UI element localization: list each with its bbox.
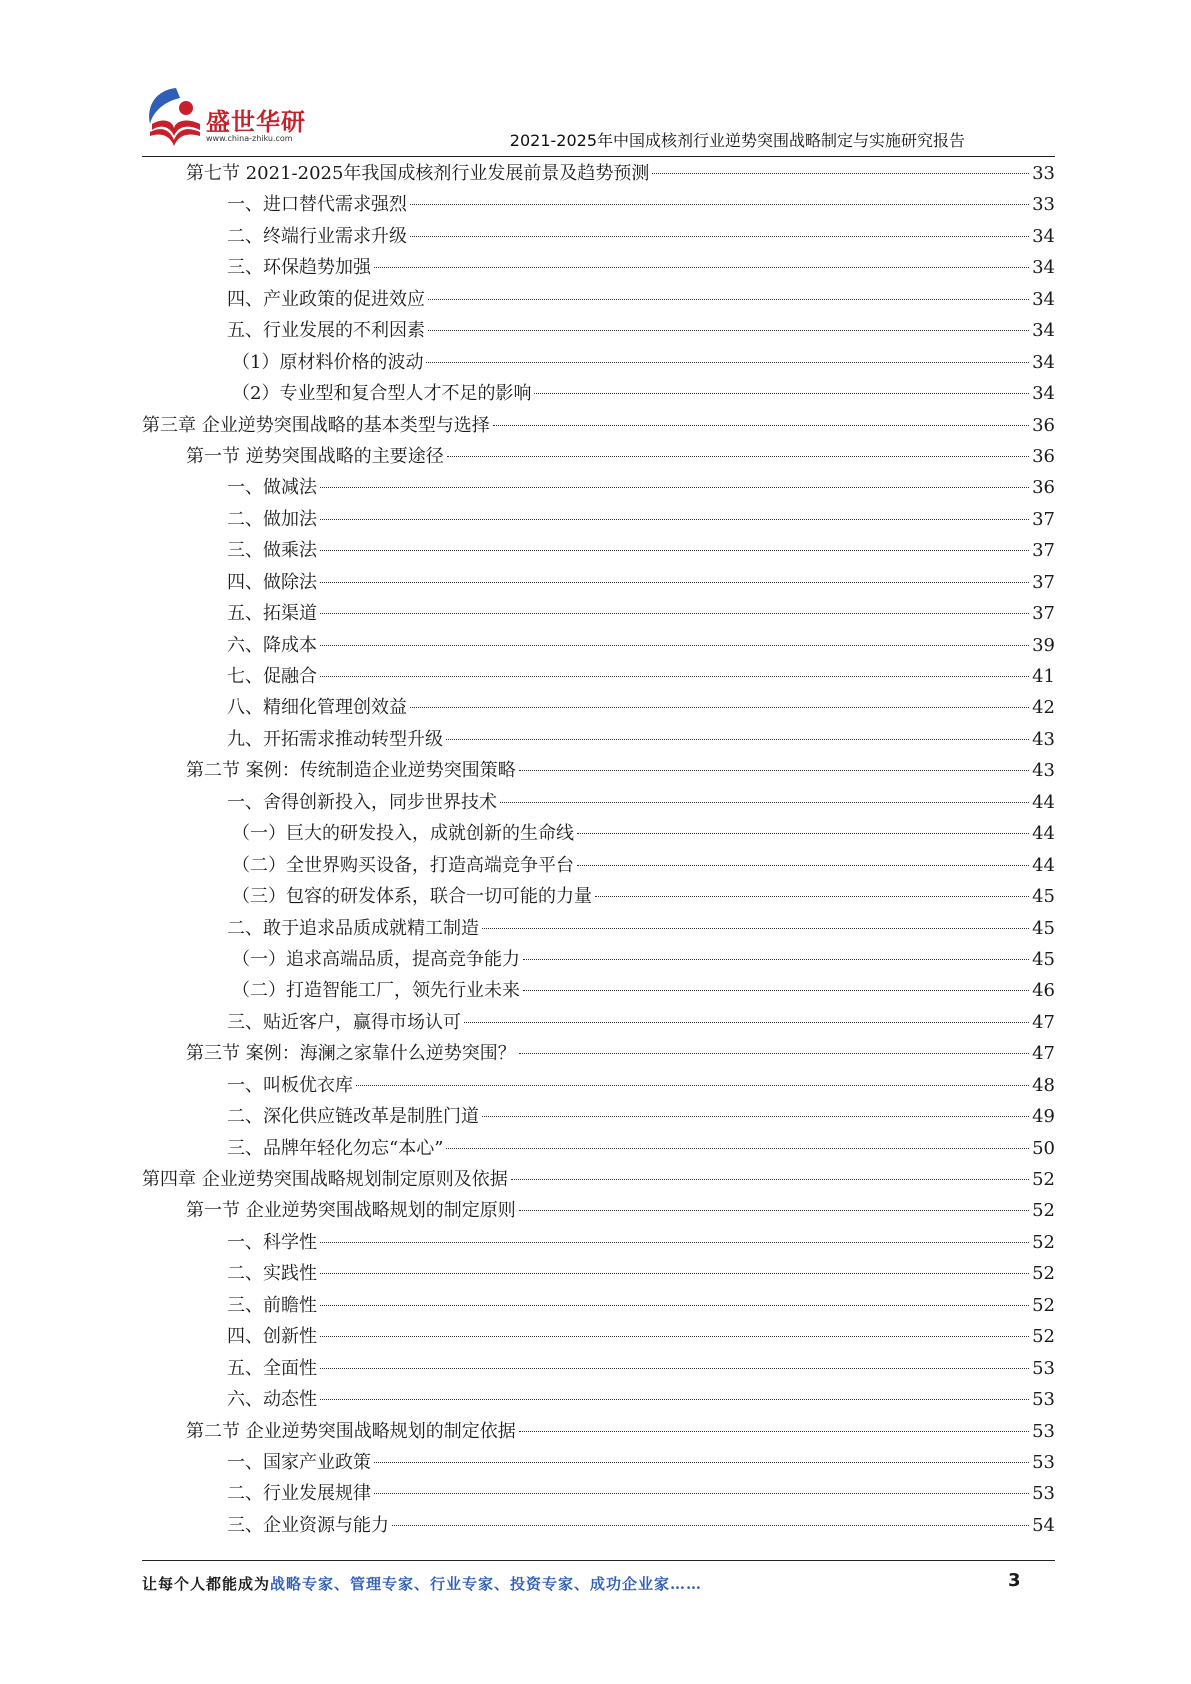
toc-entry[interactable]: [142, 944, 1055, 975]
toc-entry[interactable]: [142, 1038, 1055, 1069]
toc-entry[interactable]: [142, 189, 1055, 220]
toc-leader-dots: [511, 1179, 1029, 1180]
logo-url: www.china-zhiku.com: [206, 134, 293, 143]
toc-entry[interactable]: [142, 158, 1055, 189]
toc-leader-dots: [500, 802, 1029, 803]
toc-entry-title: 一、科学性: [227, 1231, 317, 1253]
toc-entry-title: 第二节 案例：传统制造企业逆势突围策略: [186, 760, 516, 782]
toc-leader-dots: [519, 1053, 1029, 1054]
toc-entry-page: 34: [1032, 288, 1055, 310]
toc-entry-title: 三、前瞻性: [227, 1294, 317, 1316]
toc-leader-dots: [482, 928, 1029, 929]
toc-leader-dots: [577, 865, 1029, 866]
toc-leader-dots: [595, 896, 1029, 897]
toc-entry-title: 六、降成本: [227, 634, 317, 656]
toc-entry[interactable]: [142, 787, 1055, 818]
toc-entry[interactable]: [142, 315, 1055, 346]
toc-entry[interactable]: [142, 755, 1055, 786]
toc-entry[interactable]: [142, 661, 1055, 692]
toc-entry[interactable]: [142, 1447, 1055, 1478]
page-number: 3: [1008, 1570, 1021, 1591]
toc-entry-page: 36: [1032, 477, 1055, 499]
toc-entry-title: （二）打造智能工厂，领先行业未来: [232, 980, 520, 1002]
toc-entry-page: 52: [1032, 1326, 1055, 1348]
toc-entry[interactable]: [142, 1133, 1055, 1164]
toc-entry[interactable]: [142, 1416, 1055, 1447]
toc-leader-dots: [320, 1305, 1029, 1306]
toc-entry-title: 第一节 企业逆势突围战略规划的制定原则: [186, 1200, 516, 1222]
toc-entry[interactable]: [142, 881, 1055, 912]
toc-entry[interactable]: [142, 818, 1055, 849]
footer-divider: [142, 1560, 1055, 1561]
toc-entry-title: 五、行业发展的不利因素: [227, 320, 425, 342]
toc-entry-title: 二、做加法: [227, 508, 317, 530]
toc-leader-dots: [320, 1273, 1029, 1274]
toc-entry-title: 一、叫板优衣库: [227, 1074, 353, 1096]
toc-entry[interactable]: [142, 1227, 1055, 1258]
toc-entry-page: 45: [1032, 917, 1055, 939]
toc-leader-dots: [446, 739, 1029, 740]
toc-entry[interactable]: [142, 252, 1055, 283]
toc-entry[interactable]: [142, 1101, 1055, 1132]
toc-entry[interactable]: [142, 1353, 1055, 1384]
toc-leader-dots: [577, 833, 1029, 834]
toc-leader-dots: [374, 1462, 1029, 1463]
toc-leader-dots: [320, 645, 1029, 646]
toc-entry-page: 34: [1032, 225, 1055, 247]
toc-entry-title: （一）巨大的研发投入，成就创新的生命线: [232, 823, 574, 845]
toc-leader-dots: [519, 770, 1029, 771]
toc-entry[interactable]: [142, 1321, 1055, 1352]
toc-entry-title: 一、做减法: [227, 477, 317, 499]
toc-entry[interactable]: [142, 1478, 1055, 1509]
toc-entry-page: 49: [1032, 1106, 1055, 1128]
toc-leader-dots: [652, 173, 1029, 174]
toc-leader-dots: [410, 707, 1029, 708]
toc-entry[interactable]: [142, 630, 1055, 661]
toc-entry-title: 第一节 逆势突围战略的主要途径: [186, 445, 444, 467]
toc-entry-page: 52: [1032, 1231, 1055, 1253]
toc-entry-title: 三、贴近客户，赢得市场认可: [227, 1011, 461, 1033]
toc-entry-title: 二、敢于追求品质成就精工制造: [227, 917, 479, 939]
footer-slogan-prefix: 让每个人都能成为: [142, 1575, 271, 1593]
toc-entry-page: 52: [1032, 1263, 1055, 1285]
toc-entry-page: 37: [1032, 603, 1055, 625]
footer-slogan-highlight: 战略专家、管理专家、行业专家、投资专家、成功企业家……: [270, 1575, 703, 1593]
toc-entry[interactable]: [142, 692, 1055, 723]
toc-entry-page: 34: [1032, 257, 1055, 279]
toc-entry-title: 四、做除法: [227, 571, 317, 593]
toc-entry[interactable]: [142, 410, 1055, 441]
toc-entry-title: 三、品牌年轻化勿忘“本心”: [227, 1137, 444, 1159]
table-of-contents: [142, 158, 1055, 1541]
toc-entry-title: （2）专业型和复合型人才不足的影响: [232, 383, 532, 405]
toc-entry-page: 45: [1032, 948, 1055, 970]
toc-entry-title: 二、行业发展规律: [227, 1483, 371, 1505]
toc-entry-page: 54: [1032, 1514, 1055, 1536]
toc-entry[interactable]: [142, 535, 1055, 566]
toc-entry-title: 第三节 案例：海澜之家靠什么逆势突围？: [186, 1043, 516, 1065]
toc-entry-title: （三）包容的研发体系，联合一切可能的力量: [232, 886, 592, 908]
toc-leader-dots: [392, 1525, 1029, 1526]
toc-entry[interactable]: [142, 1384, 1055, 1415]
toc-entry[interactable]: [142, 284, 1055, 315]
toc-entry-title: 二、深化供应链改革是制胜门道: [227, 1106, 479, 1128]
toc-entry[interactable]: [142, 913, 1055, 944]
toc-leader-dots: [320, 550, 1029, 551]
toc-entry[interactable]: [142, 347, 1055, 378]
toc-leader-dots: [519, 1431, 1029, 1432]
toc-entry-page: 44: [1032, 791, 1055, 813]
toc-leader-dots: [410, 204, 1029, 205]
toc-entry-title: 三、企业资源与能力: [227, 1514, 389, 1536]
logo: [142, 84, 312, 152]
toc-entry-page: 46: [1032, 980, 1055, 1002]
toc-entry-page: 53: [1032, 1483, 1055, 1505]
toc-entry[interactable]: [142, 1258, 1055, 1289]
toc-entry[interactable]: [142, 1007, 1055, 1038]
footer-slogan: [142, 1573, 702, 1594]
toc-entry-title: 第四章 企业逆势突围战略规划制定原则及依据: [142, 1169, 508, 1190]
toc-entry-page: 36: [1032, 414, 1055, 436]
toc-entry-page: 37: [1032, 540, 1055, 562]
header-divider: [142, 156, 1055, 157]
toc-leader-dots: [482, 1116, 1029, 1117]
toc-entry-page: 33: [1032, 194, 1055, 216]
toc-leader-dots: [428, 330, 1029, 331]
toc-leader-dots: [374, 267, 1029, 268]
toc-entry-page: 41: [1032, 666, 1055, 687]
toc-entry-page: 42: [1032, 697, 1055, 719]
toc-entry-title: 五、全面性: [227, 1357, 317, 1379]
toc-entry-title: 第七节 2021-2025年我国成核剂行业发展前景及趋势预测: [186, 163, 650, 184]
toc-entry-page: 33: [1032, 163, 1055, 184]
toc-leader-dots: [320, 676, 1029, 677]
toc-entry[interactable]: [142, 975, 1055, 1006]
toc-entry[interactable]: [142, 1290, 1055, 1321]
toc-entry-page: 36: [1032, 445, 1055, 467]
toc-entry-page: 45: [1032, 886, 1055, 908]
toc-entry-page: 48: [1032, 1074, 1055, 1096]
toc-entry-title: 四、创新性: [227, 1326, 317, 1348]
toc-leader-dots: [534, 393, 1029, 394]
toc-leader-dots: [320, 1336, 1029, 1337]
toc-entry-page: 43: [1032, 728, 1055, 750]
toc-entry-page: 53: [1032, 1420, 1055, 1442]
toc-entry[interactable]: [142, 504, 1055, 535]
toc-entry-title: 二、终端行业需求升级: [227, 225, 407, 247]
toc-entry-title: 第三章 企业逆势突围战略的基本类型与选择: [142, 414, 490, 436]
toc-leader-dots: [523, 959, 1029, 960]
toc-entry-title: （一）追求高端品质，提高竞争能力: [232, 948, 520, 970]
toc-entry-title: 六、动态性: [227, 1389, 317, 1411]
toc-entry-page: 53: [1032, 1357, 1055, 1379]
logo-text: 盛世华研: [206, 108, 306, 136]
toc-leader-dots: [523, 990, 1029, 991]
toc-entry-title: 一、进口替代需求强烈: [227, 194, 407, 216]
toc-entry[interactable]: [142, 598, 1055, 629]
toc-entry-page: 52: [1032, 1169, 1055, 1190]
toc-entry[interactable]: [142, 567, 1055, 598]
toc-entry[interactable]: [142, 1070, 1055, 1101]
toc-leader-dots: [320, 1368, 1029, 1369]
toc-entry-page: 44: [1032, 823, 1055, 845]
toc-leader-dots: [428, 299, 1029, 300]
toc-entry-page: 53: [1032, 1389, 1055, 1411]
toc-entry-page: 43: [1032, 760, 1055, 782]
report-title: 2021-2025年中国成核剂行业逆势突围战略制定与实施研究报告: [509, 131, 965, 150]
toc-entry-page: 52: [1032, 1294, 1055, 1316]
toc-entry-title: 二、实践性: [227, 1263, 317, 1285]
toc-leader-dots: [410, 236, 1029, 237]
toc-entry-page: 37: [1032, 571, 1055, 593]
toc-leader-dots: [320, 1399, 1029, 1400]
toc-leader-dots: [374, 1493, 1029, 1494]
toc-entry-title: 第二节 企业逆势突围战略规划的制定依据: [186, 1420, 516, 1442]
toc-entry-title: 七、促融合: [227, 666, 317, 687]
toc-entry-page: 34: [1032, 351, 1055, 373]
toc-entry-page: 50: [1032, 1137, 1055, 1159]
toc-entry-page: 34: [1032, 383, 1055, 405]
toc-leader-dots: [519, 1210, 1029, 1211]
toc-leader-dots: [447, 456, 1029, 457]
toc-entry-page: 53: [1032, 1451, 1055, 1473]
toc-leader-dots: [464, 1022, 1029, 1023]
logo-book-icon: [142, 84, 206, 152]
toc-entry[interactable]: [142, 724, 1055, 755]
toc-leader-dots: [320, 487, 1029, 488]
toc-entry-title: 一、舍得创新投入，同步世界技术: [227, 791, 497, 813]
toc-leader-dots: [320, 519, 1029, 520]
toc-entry-page: 37: [1032, 508, 1055, 530]
toc-leader-dots: [356, 1085, 1029, 1086]
toc-entry-title: 九、开拓需求推动转型升级: [227, 728, 443, 750]
toc-leader-dots: [320, 613, 1029, 614]
toc-entry[interactable]: [142, 441, 1055, 472]
toc-entry-title: 四、产业政策的促进效应: [227, 288, 425, 310]
toc-entry-page: 52: [1032, 1200, 1055, 1222]
toc-entry-page: 34: [1032, 320, 1055, 342]
toc-entry[interactable]: [142, 850, 1055, 881]
toc-leader-dots: [493, 425, 1029, 426]
toc-leader-dots: [426, 362, 1029, 363]
toc-entry-title: 五、拓渠道: [227, 603, 317, 625]
toc-leader-dots: [320, 1242, 1029, 1243]
toc-entry[interactable]: [142, 1164, 1055, 1195]
toc-entry[interactable]: [142, 1510, 1055, 1541]
toc-entry-page: 47: [1032, 1011, 1055, 1033]
toc-entry-title: 一、国家产业政策: [227, 1451, 371, 1473]
toc-entry-page: 47: [1032, 1043, 1055, 1065]
toc-entry[interactable]: [142, 472, 1055, 503]
toc-leader-dots: [320, 582, 1029, 583]
toc-entry-title: 八、精细化管理创效益: [227, 697, 407, 719]
toc-entry-title: （二）全世界购买设备，打造高端竞争平台: [232, 854, 574, 876]
toc-entry[interactable]: [142, 378, 1055, 409]
toc-entry-page: 44: [1032, 854, 1055, 876]
toc-entry[interactable]: [142, 221, 1055, 252]
toc-leader-dots: [446, 1148, 1029, 1149]
toc-entry[interactable]: [142, 1195, 1055, 1226]
toc-entry-title: （1）原材料价格的波动: [232, 351, 424, 373]
toc-entry-title: 三、做乘法: [227, 540, 317, 562]
toc-entry-title: 三、环保趋势加强: [227, 257, 371, 279]
toc-entry-page: 39: [1032, 634, 1055, 656]
